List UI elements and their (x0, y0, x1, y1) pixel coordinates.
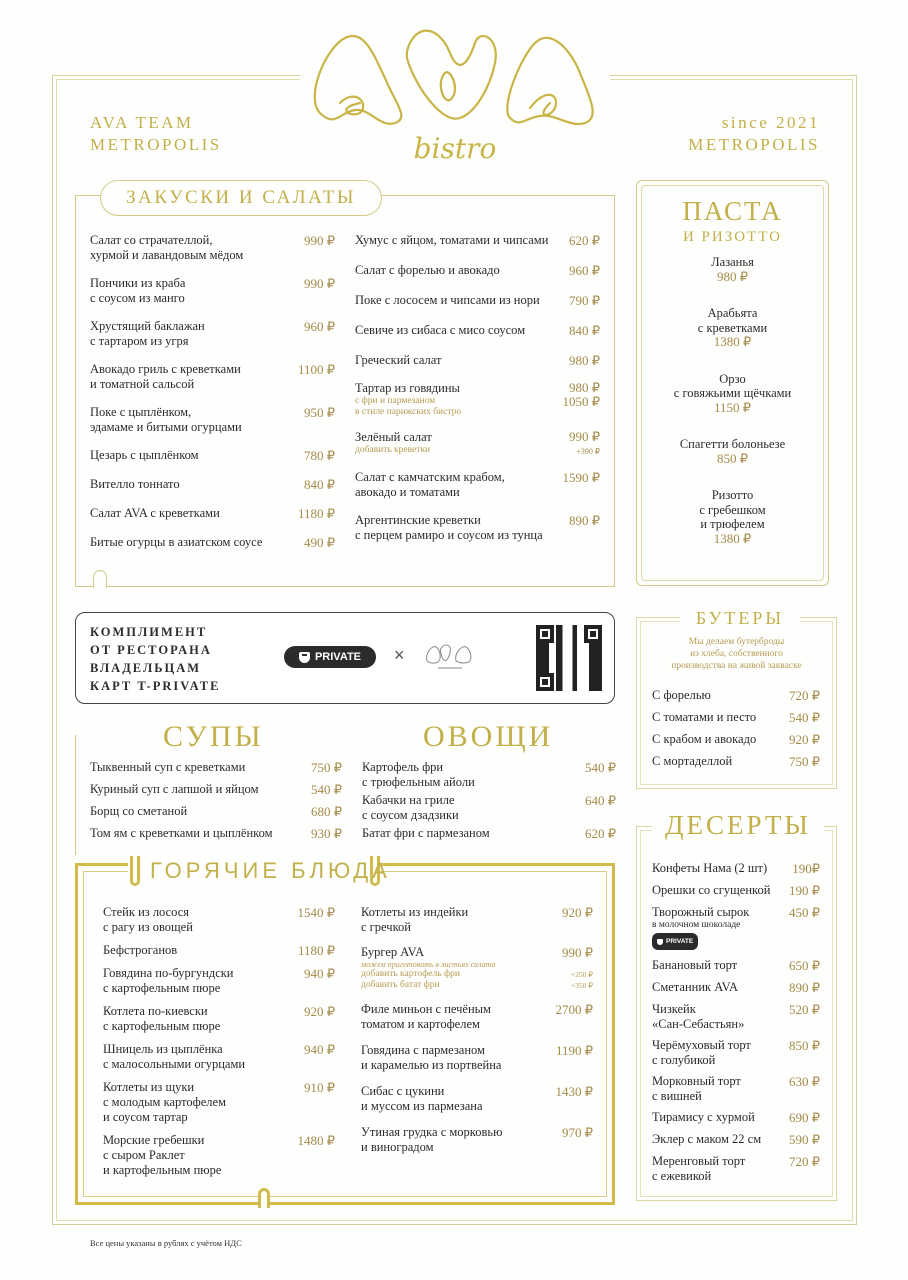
list-item: Картофель фри с трюфельным айоли 540 ₽ (362, 760, 616, 789)
list-item: Авокадо гриль с креветками и томатной сальсой 1100 ₽ (90, 362, 335, 391)
list-item: Поке с цыплёнком, эдамаме и битыми огурцами 950 ₽ (90, 405, 335, 434)
list-item: Тартар из говядины с фри и пармезаном в стиле парижских бистро 980 ₽ 1050 ₽ (355, 380, 600, 417)
hot-dishes-title: ГОРЯЧИЕ БЛЮДА (150, 858, 391, 883)
list-item: Зелёный салат добавить креветки 990 ₽ +390 ₽ (355, 429, 600, 456)
list-item: Тыквенный суп с креветками 750 ₽ (90, 760, 342, 775)
ovoshchi-list (362, 760, 616, 841)
header-right (688, 112, 820, 156)
list-item: Хумус с яйцом, томатами и чипсами 620 ₽ (355, 233, 600, 248)
list-item: Салат с камчатским крабом, авокадо и томатами 1590 ₽ (355, 470, 600, 499)
list-item: Салат со страчателлой, хурмой и лавандовым мёдом 990 ₽ (90, 233, 335, 262)
list-item: Тирамису с хурмой 690 ₽ (652, 1110, 820, 1125)
private-badge-small: PRIVATE (652, 933, 698, 950)
list-item: Севиче из сибаса с мисо соусом 840 ₽ (355, 323, 600, 338)
ava-logo-icon (300, 18, 610, 168)
list-item: Цезарь с цыплёнком 780 ₽ (90, 448, 335, 463)
list-item: Чизкейк «Сан-Себастьян» 520 ₽ (652, 1002, 820, 1031)
pasta-subtitle: И РИЗОТТО (682, 229, 783, 245)
private-badge: PRIVATE (284, 646, 376, 668)
ovoshchi-title: ОВОЩИ (423, 720, 554, 753)
shield-icon (657, 939, 663, 945)
list-item: Утиная грудка с морковью и виноградом 970 ₽ (361, 1125, 593, 1154)
zakuski-title: ЗАКУСКИ И САЛАТЫ (100, 180, 382, 216)
list-item: Морские гребешки с сыром Раклет и картофельным пюре 1480 ₽ (103, 1133, 335, 1177)
t-private-promo-banner[interactable] (75, 612, 615, 704)
list-item: Хрустящий баклажан с тартаром из угря 960 ₽ (90, 319, 335, 348)
shield-icon (299, 652, 310, 663)
vat-note: Все цены указаны в рублях с учётом НДС (90, 1238, 242, 1248)
list-item: Салат AVA с креветками 1180 ₽ (90, 506, 335, 521)
list-item: Ризотто с гребешком и трюфелем 1380 ₽ (699, 488, 766, 546)
list-item: Кабачки на гриле с соусом дзадзики 640 ₽ (362, 793, 616, 822)
list-item: С мортаделлой 750 ₽ (652, 754, 820, 769)
list-item: Поке с лососем и чипсами из нори 790 ₽ (355, 293, 600, 308)
header-team: AVA TEAM (90, 113, 194, 132)
supy-title: СУПЫ (163, 720, 264, 753)
list-item: Говядина по-бургундски с картофельным пюре 940 ₽ (103, 966, 335, 995)
list-item: Котлеты из щуки с молодым картофелем и соусом тартар 910 ₽ (103, 1080, 335, 1124)
list-item: С томатами и песто 540 ₽ (652, 710, 820, 725)
list-item: Орешки со сгущенкой 190 ₽ (652, 883, 820, 898)
list-item: Морковный торт с вишней 630 ₽ (652, 1074, 820, 1103)
list-item: Сметанник AVA 890 ₽ (652, 980, 820, 995)
list-item: С крабом и авокадо 920 ₽ (652, 732, 820, 747)
list-item: Куриный суп с лапшой и яйцом 540 ₽ (90, 782, 342, 797)
list-item: Греческий салат 980 ₽ (355, 353, 600, 368)
pasta-title: ПАСТА (682, 196, 783, 226)
ava-small-logo-icon (424, 641, 476, 673)
supy-list (90, 760, 342, 841)
header-location-right: METROPOLIS (688, 135, 820, 154)
list-item: Пончики из краба с соусом из манго 990 ₽ (90, 276, 335, 305)
list-item: Эклер с маком 22 см 590 ₽ (652, 1132, 820, 1147)
butery-description: Мы делаем бутерброды из хлеба, собственного производства на живой закваске (671, 637, 802, 671)
list-item: Филе миньон с печёным томатом и картофелем 2700 ₽ (361, 1002, 593, 1031)
list-item: Говядина с пармезаном и карамелью из портвейна 1190 ₽ (361, 1043, 593, 1072)
list-item: Салат с форелью и авокадо 960 ₽ (355, 263, 600, 278)
hot-left-list (103, 905, 335, 1178)
butery-title: БУТЕРЫ (680, 608, 800, 629)
side-rule (75, 735, 76, 855)
list-item: Сибас с цукини и муссом из пармезана 1430 ₽ (361, 1084, 593, 1113)
svg-text:bistro: bistro (413, 132, 497, 165)
list-item: Аргентинские креветки с перцем рамиро и соусом из тунца 890 ₽ (355, 513, 600, 542)
cross-icon: × (394, 645, 405, 665)
list-item: Лазанья 980 ₽ (711, 255, 754, 284)
deserty-title: ДЕСЕРТЫ (652, 810, 824, 841)
ava-small-logo (424, 641, 476, 673)
ava-bistro-logo (300, 18, 610, 168)
header-left (90, 112, 222, 156)
list-item: Котлеты из индейки с гречкой 920 ₽ (361, 905, 593, 934)
hot-right-list (361, 905, 593, 1155)
list-item: Батат фри с пармезаном 620 ₽ (362, 826, 616, 841)
pasta-section (641, 195, 824, 546)
list-item: Котлета по-киевски с картофельным пюре 920 ₽ (103, 1004, 335, 1033)
zakuski-right-list (355, 233, 600, 543)
header-location-left: METROPOLIS (90, 135, 222, 154)
list-item: Конфеты Нама (2 шт) 190₽ (652, 861, 820, 876)
list-item: С форелью 720 ₽ (652, 688, 820, 703)
list-item: Стейк из лосося с рагу из овощей 1540 ₽ (103, 905, 335, 934)
list-item: Творожный сырок в молочном шоколаде PRIVATE 450 ₽ (652, 905, 820, 950)
list-item: Битые огурцы в азиатском соусе 490 ₽ (90, 535, 335, 550)
list-item: Шницель из цыплёнка с малосольными огурцами 940 ₽ (103, 1042, 335, 1071)
list-item: Вителло тоннато 840 ₽ (90, 477, 335, 492)
promo-text: КОМПЛИМЕНТ ОТ РЕСТОРАНА ВЛАДЕЛЬЦАМ КАРТ T-PRIVATE (90, 625, 221, 693)
list-item: Бургер AVA можем приготовить в листьях салата добавить картофель фри +250 ₽ добавить батат фри +350 ₽ 990 ₽ (361, 945, 593, 990)
header-since: since 2021 (721, 113, 820, 132)
list-item: Банановый торт 650 ₽ (652, 958, 820, 973)
deserty-list (652, 861, 820, 1184)
qr-code[interactable] (536, 625, 602, 691)
list-item: Арабьята с креветками 1380 ₽ (697, 306, 768, 349)
list-item: Орзо с говяжьими щёчками 1150 ₽ (673, 371, 792, 415)
list-item: Борщ со сметаной 680 ₽ (90, 804, 342, 819)
list-item: Черёмуховый торт с голубикой 850 ₽ (652, 1038, 820, 1067)
zakuski-left-list (90, 233, 335, 550)
frame-tab-ornament (258, 1188, 270, 1208)
list-item: Бефстроганов 1180 ₽ (103, 943, 335, 958)
list-item: Том ям с креветками и цыплёнком 930 ₽ (90, 826, 342, 841)
frame-tab-ornament (93, 570, 107, 588)
list-item: Меренговый торт с ежевикой 720 ₽ (652, 1154, 820, 1183)
title-ornament-left (130, 856, 140, 886)
list-item: Спагетти болоньезе 850 ₽ (679, 437, 786, 466)
butery-list (652, 688, 820, 769)
